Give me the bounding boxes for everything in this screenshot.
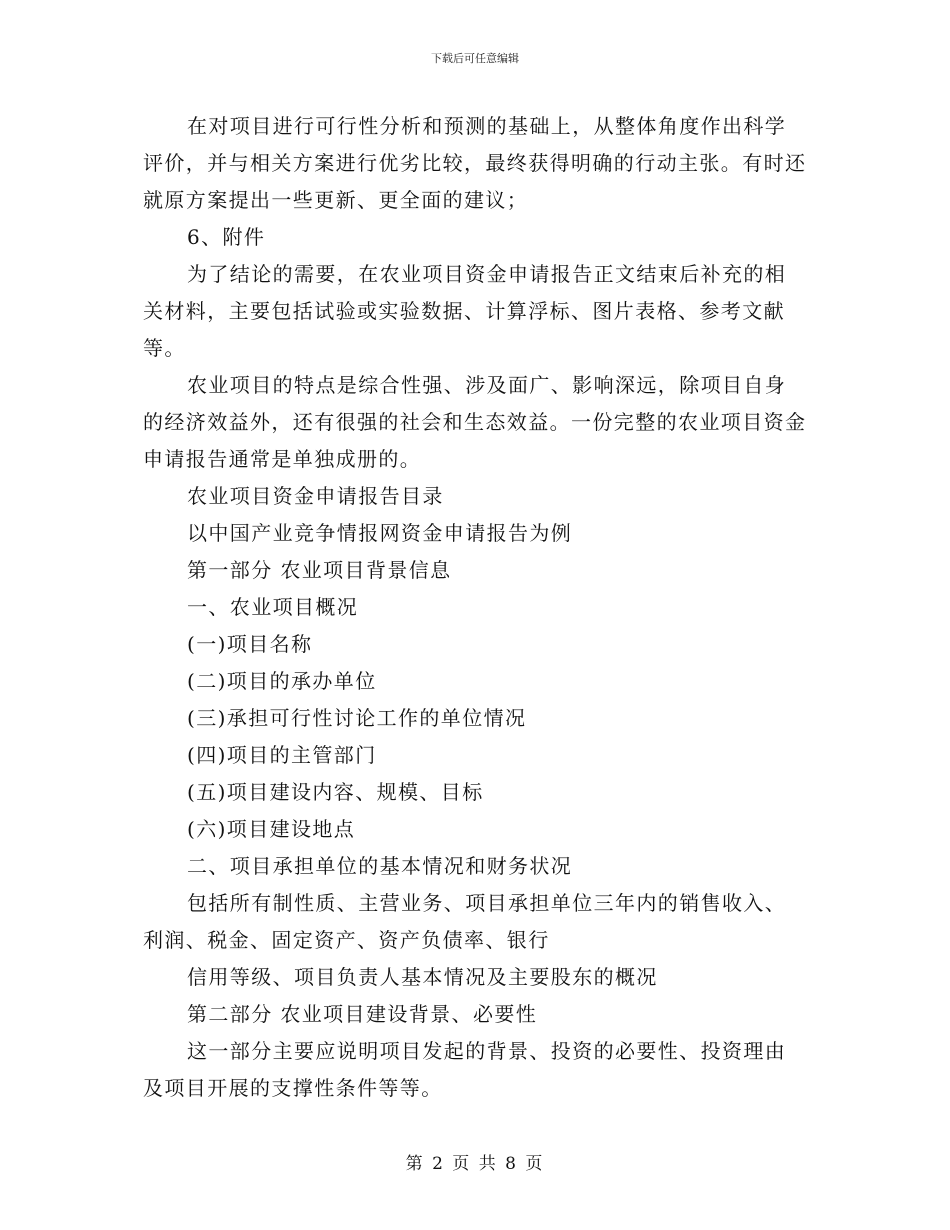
paragraph-section-2-detail: 包括所有制性质、主营业务、项目承担单位三年内的销售收入、利润、税金、固定资产、资产负债率、银行 <box>143 891 787 952</box>
document-body <box>143 108 807 1107</box>
toc-part-1: 第一部分 农业项目背景信息 <box>187 558 452 582</box>
toc-item-1-5: (五)项目建设内容、规模、目标 <box>187 780 484 804</box>
paragraph-appendix-text: 为了结论的需要，在农业项目资金申请报告正文结束后补充的相关材料，主要包括试验或实验数据、计算浮标、图片表格、参考文献等。 <box>143 262 787 360</box>
page-header: 下载后可任意编辑 <box>431 52 519 65</box>
paragraph-part-2-detail: 这一部分主要应说明项目发起的背景、投资的必要性、投资理由及项目开展的支撑性条件等等。 <box>143 1039 787 1100</box>
page-number: 第 2 页 共 8 页 <box>405 1154 545 1174</box>
toc-item-1-4: (四)项目的主管部门 <box>187 743 377 767</box>
toc-source-note: 以中国产业竞争情报网资金申请报告为例 <box>187 521 573 545</box>
toc-section-2: 二、项目承担单位的基本情况和财务状况 <box>187 854 573 878</box>
toc-item-1-3: (三)承担可行性讨论工作的单位情况 <box>187 706 527 730</box>
toc-item-1-1: (一)项目名称 <box>187 632 313 656</box>
toc-item-1-6: (六)项目建设地点 <box>187 817 356 841</box>
paragraph-project-features: 农业项目的特点是综合性强、涉及面广、影响深远，除项目自身的经济效益外，还有很强的社会和生态效益。一份完整的农业项目资金申请报告通常是单独成册的。 <box>143 373 807 471</box>
paragraph-conclusion-text: 在对项目进行可行性分析和预测的基础上，从整体角度作出科学评价，并与相关方案进行优劣比较，最终获得明确的行动主张。有时还就原方案提出一些更新、更全面的建议； <box>143 114 807 212</box>
paragraph-section-2-detail-cont: 信用等级、项目负责人基本情况及主要股东的概况 <box>187 965 658 989</box>
toc-section-1: 一、农业项目概况 <box>187 595 359 619</box>
toc-item-1-2: (二)项目的承办单位 <box>187 669 377 693</box>
toc-title: 农业项目资金申请报告目录 <box>187 484 444 508</box>
toc-part-2: 第二部分 农业项目建设背景、必要性 <box>187 1002 538 1026</box>
section-heading-appendix: 6、附件 <box>187 225 266 249</box>
